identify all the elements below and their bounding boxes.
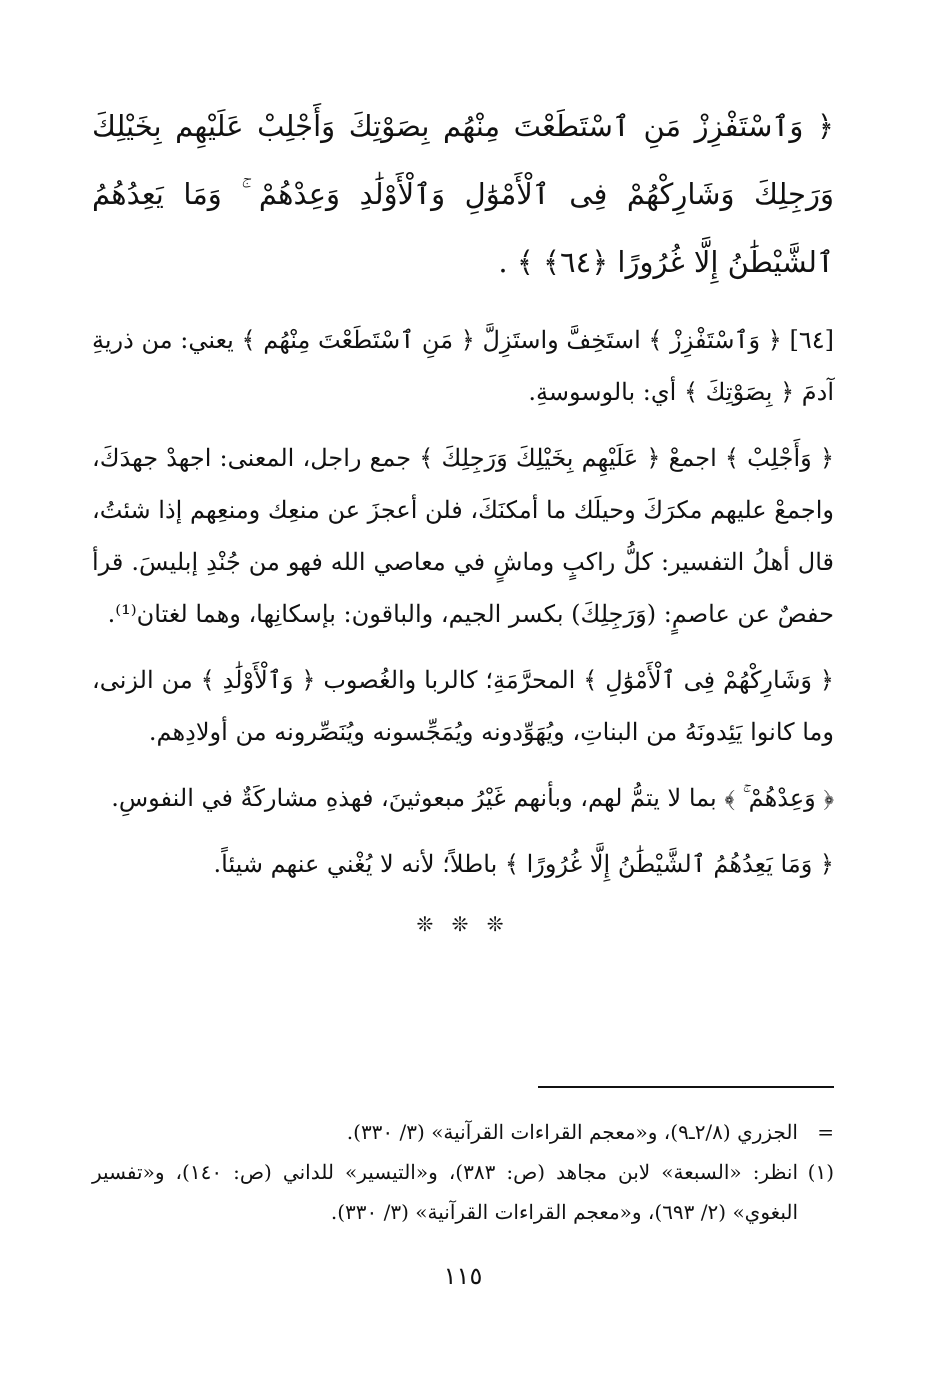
- footnotes: [92, 1112, 834, 1232]
- quran-verse: ﴿ وَٱسْتَفْزِزْ مَنِ ٱسْتَطَعْتَ مِنْهُم بِصَوْتِكَ وَأَجْلِبْ عَلَيْهِم بِخَيْلِكَ وَرَجِلِكَ وَشَارِكْهُمْ فِى ٱلْأَمْوَٰلِ وَٱلْأَوْلَٰدِ وَعِدْهُمْ ۚ وَمَا يَعِدُهُمُ ٱلشَّيْطَٰنُ إِلَّا غُرُورًا ﴿٦٤﴾ ﴾ .: [92, 109, 834, 279]
- footnote-continuation: [92, 1112, 834, 1152]
- page-number: ١١٥: [443, 1262, 483, 1290]
- tafsir-paragraph-5: ﴿ وَمَا يَعِدُهُمُ ٱلشَّيْطَٰنُ إِلَّا غُرُورًا ﴾ باطلاً؛ لأنه لا يُغْني عنهم شيئاً.: [213, 850, 834, 878]
- footnote-1: [92, 1152, 834, 1232]
- footnote-text: انظر: «السبعة» لابن مجاهد (ص: ٣٨٣)، و«التيسير» للداني (ص: ١٤٠)، و«تفسير البغوي» (٢/ ٦٩٣)، و«معجم القراءات القرآنية» (٣/ ٣٣٠).: [92, 1160, 798, 1224]
- footnote-mark: (١): [807, 1160, 834, 1184]
- footnote-mark: =: [817, 1120, 834, 1144]
- tafsir-paragraph-2: ﴿ وَأَجْلِبْ ﴾ اجمعْ ﴿ عَلَيْهِم بِخَيْلِكَ وَرَجِلِكَ ﴾ جمع راجل، المعنى: اجهدْ جهدَكَ، واجمعْ عليهم مكرَكَ وحيلَك ما أمكنَكَ، فلن أعجزَ عن منعِك ومنعِهم إذا شئتُ، قال أهلُ التفسير: كلُّ راكبٍ وماشٍ في معاصي الله فهو من جُنْدِ إبليسَ. قرأ حفصٌ عن عاصمٍ: (وَرَجِلِكَ) بكسر الجيم، والباقون: بإسكانِها، وهما لغتان⁽¹⁾.: [92, 444, 834, 628]
- tafsir-paragraph-3: ﴿ وَشَارِكْهُمْ فِى ٱلْأَمْوَٰلِ ﴾ المحرَّمَةِ؛ كالربا والغُصوب ﴿ وَٱلْأَوْلَٰدِ ﴾ من الزنى، وما كانوا يَئِدونَهُ من البناتِ، ويُهَوِّدونه ويُمَجِّسونه ويُنَصِّرونه من أولادِهم.: [92, 666, 834, 746]
- tafsir-paragraph-1: [٦٤] ﴿ وَٱسْتَفْزِزْ ﴾ استَخِفَّ واستَزِلَّ ﴿ مَنِ ٱسْتَطَعْتَ مِنْهُم ﴾ يعني: من ذريةِ آدمَ ﴿ بِصَوْتِكَ ﴾ أي: بالوسوسةِ.: [92, 326, 834, 406]
- tafsir-paragraph-4: ﴿ وَعِدْهُمْ ۚ ﴾ بما لا يتمُّ لهم، وبأنهم غَيْرُ مبعوثينَ، فهذهِ مشاركَةٌ في النفوسِ.: [111, 784, 834, 812]
- section-separator: ❊ ❊ ❊: [416, 912, 510, 936]
- footnote-rule: [538, 1086, 834, 1088]
- footnote-text: الجزري (٢/٨ـ٩)، و«معجم القراءات القرآنية» (٣/ ٣٣٠).: [346, 1120, 798, 1144]
